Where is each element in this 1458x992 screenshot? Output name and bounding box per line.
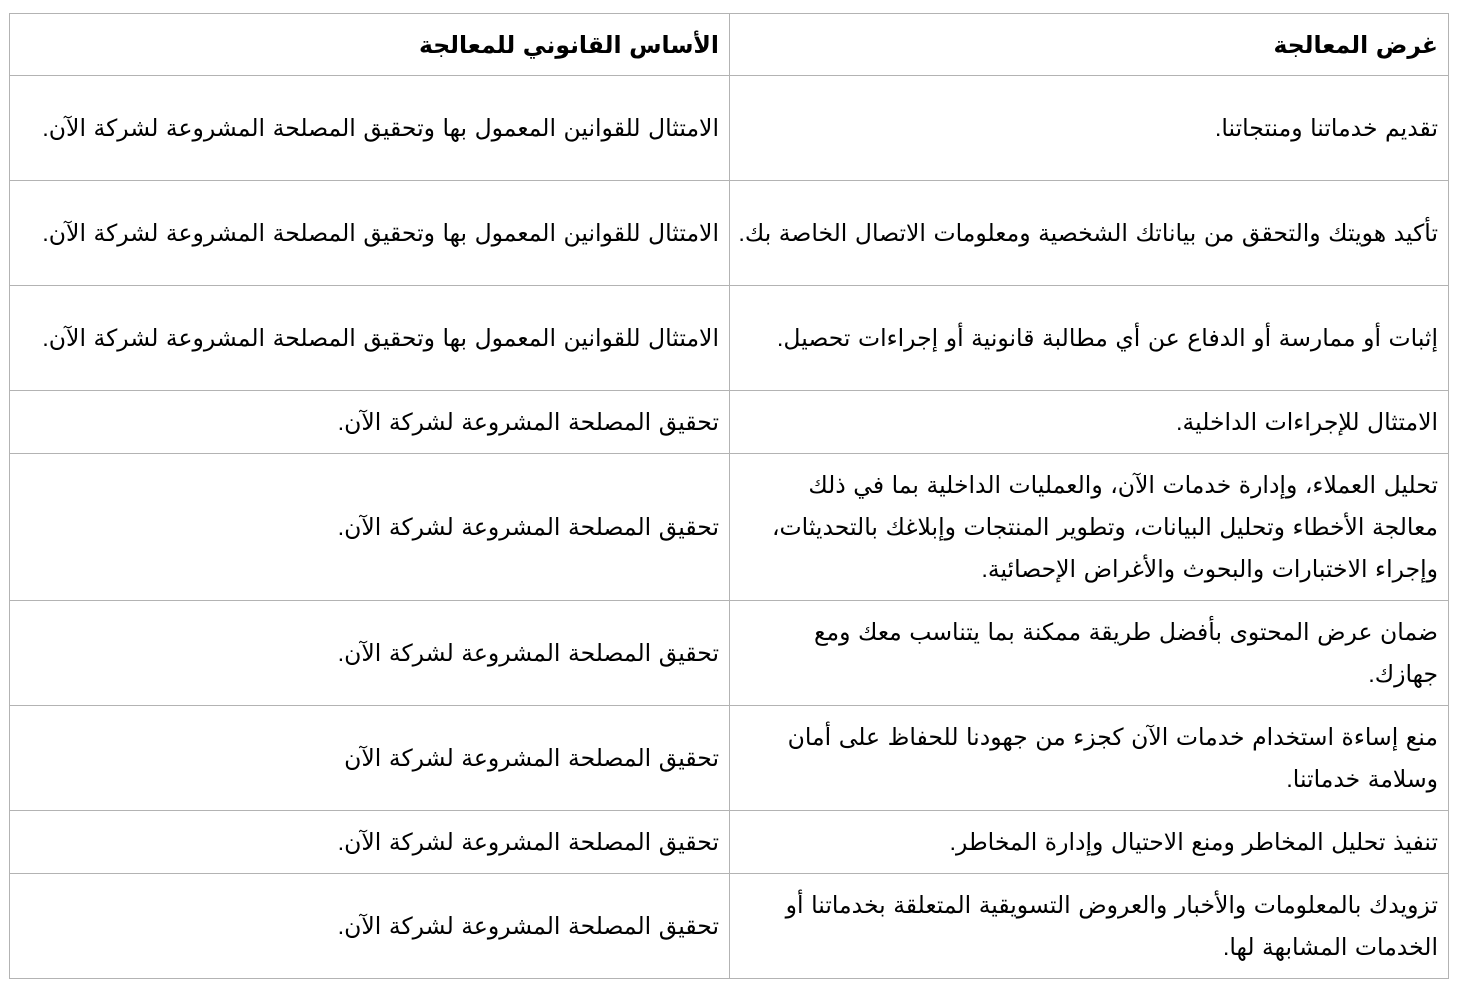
purpose-cell: تنفيذ تحليل المخاطر ومنع الاحتيال وإدارة المخاطر. bbox=[730, 811, 1449, 874]
legal-basis-cell: تحقيق المصلحة المشروعة لشركة الآن. bbox=[10, 601, 730, 706]
table-row bbox=[10, 286, 1449, 391]
legal-basis-cell: تحقيق المصلحة المشروعة لشركة الآن. bbox=[10, 454, 730, 601]
purpose-cell: تقديم خدماتنا ومنتجاتنا. bbox=[730, 76, 1449, 181]
purpose-cell: تزويدك بالمعلومات والأخبار والعروض التسويقية المتعلقة بخدماتنا أو الخدمات المشابهة لها. bbox=[730, 874, 1449, 979]
legal-basis-cell: الامتثال للقوانين المعمول بها وتحقيق المصلحة المشروعة لشركة الآن. bbox=[10, 181, 730, 286]
header-legal-basis: الأساس القانوني للمعالجة bbox=[10, 14, 730, 76]
table-row bbox=[10, 181, 1449, 286]
legal-basis-cell: تحقيق المصلحة المشروعة لشركة الآن. bbox=[10, 391, 730, 454]
processing-purposes-table bbox=[9, 13, 1449, 979]
purpose-cell: منع إساءة استخدام خدمات الآن كجزء من جهودنا للحفاظ على أمان وسلامة خدماتنا. bbox=[730, 706, 1449, 811]
legal-basis-cell: الامتثال للقوانين المعمول بها وتحقيق المصلحة المشروعة لشركة الآن. bbox=[10, 76, 730, 181]
legal-basis-cell: تحقيق المصلحة المشروعة لشركة الآن bbox=[10, 706, 730, 811]
legal-basis-cell: الامتثال للقوانين المعمول بها وتحقيق المصلحة المشروعة لشركة الآن. bbox=[10, 286, 730, 391]
table-row bbox=[10, 391, 1449, 454]
table-header-row bbox=[10, 14, 1449, 76]
table-row bbox=[10, 811, 1449, 874]
table-row bbox=[10, 601, 1449, 706]
table-row bbox=[10, 874, 1449, 979]
purpose-cell: الامتثال للإجراءات الداخلية. bbox=[730, 391, 1449, 454]
header-purpose: غرض المعالجة bbox=[730, 14, 1449, 76]
table-row bbox=[10, 706, 1449, 811]
purpose-cell: إثبات أو ممارسة أو الدفاع عن أي مطالبة قانونية أو إجراءات تحصيل. bbox=[730, 286, 1449, 391]
table-row bbox=[10, 76, 1449, 181]
legal-basis-cell: تحقيق المصلحة المشروعة لشركة الآن. bbox=[10, 811, 730, 874]
legal-basis-cell: تحقيق المصلحة المشروعة لشركة الآن. bbox=[10, 874, 730, 979]
purpose-cell: تأكيد هويتك والتحقق من بياناتك الشخصية ومعلومات الاتصال الخاصة بك. bbox=[730, 181, 1449, 286]
purpose-cell: ضمان عرض المحتوى بأفضل طريقة ممكنة بما يتناسب معك ومع جهازك. bbox=[730, 601, 1449, 706]
table-row bbox=[10, 454, 1449, 601]
purpose-cell: تحليل العملاء، وإدارة خدمات الآن، والعمليات الداخلية بما في ذلك معالجة الأخطاء وتحليل البيانات، وتطوير المنتجات وإبلاغك بالتحديثات، وإجراء الاختبارات والبحوث والأغراض الإحصائية. bbox=[730, 454, 1449, 601]
